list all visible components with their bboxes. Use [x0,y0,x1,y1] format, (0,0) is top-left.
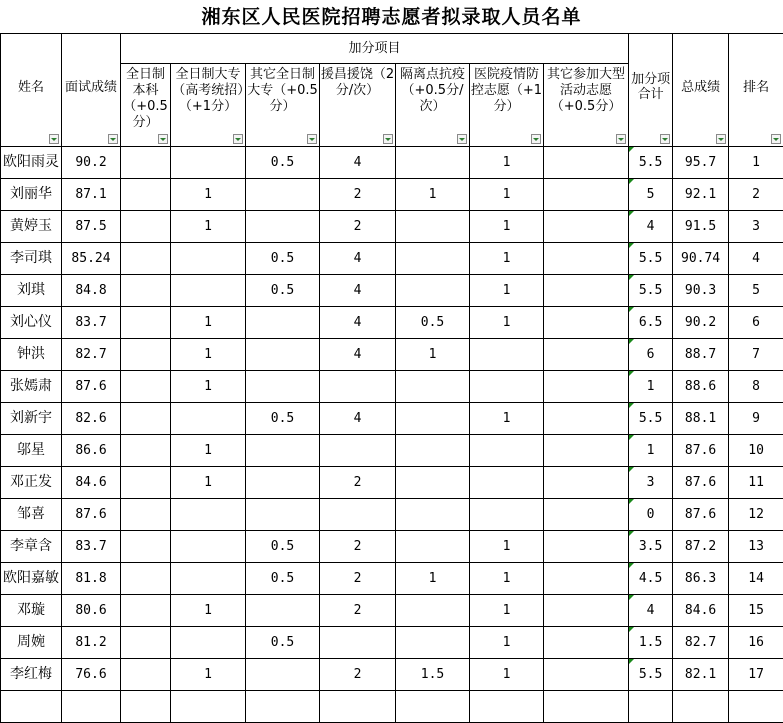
cell-bonus-bachelor[interactable] [121,307,171,339]
cell-bonus-quarantine[interactable] [396,627,470,659]
table-row [1,147,783,179]
cell-bonus-event[interactable] [544,531,629,563]
cell-bonus-total[interactable]: 5.5 [629,403,673,435]
cell-bonus-college[interactable]: 1 [171,467,246,499]
cell-bonus-college[interactable] [171,275,246,307]
header-bonus-total: 加分项合计 [629,34,673,147]
header-bonus-group: 加分项目 [121,34,629,64]
cell-bonus-hospital[interactable] [470,339,544,371]
cell-bonus-aid[interactable]: 2 [320,659,396,691]
cell-bonus-aid[interactable]: 4 [320,307,396,339]
cell-bonus-quarantine[interactable]: 1 [396,339,470,371]
cell-total[interactable]: 88.7 [673,339,729,371]
cell-bonus-total[interactable]: 1 [629,371,673,403]
cell-bonus-aid[interactable] [320,435,396,467]
table-row [1,339,783,371]
table-row [1,563,783,595]
cell-bonus-total[interactable]: 1 [629,435,673,467]
header-hospital-volunteer: 医院疫情防控志愿（+1分） [470,64,544,147]
table-row [1,531,783,563]
cell-rank[interactable]: 17 [729,659,783,691]
empty-cell[interactable] [121,691,171,723]
cell-bonus-total[interactable]: 5.5 [629,147,673,179]
filter-dropdown-icon[interactable] [383,134,393,144]
cell-bonus-bachelor[interactable] [121,211,171,243]
cell-interview[interactable]: 80.6 [62,595,121,627]
cell-rank[interactable]: 10 [729,435,783,467]
cell-bonus-aid[interactable]: 2 [320,595,396,627]
cell-total[interactable]: 86.3 [673,563,729,595]
cell-bonus-total[interactable]: 5.5 [629,275,673,307]
filter-dropdown-icon[interactable] [307,134,317,144]
table-row [1,595,783,627]
cell-bonus-other-college[interactable]: 0.5 [246,403,320,435]
cell-name[interactable]: 黄婷玉 [1,211,62,243]
cell-bonus-other-college[interactable]: 0.5 [246,147,320,179]
filter-dropdown-icon[interactable] [531,134,541,144]
cell-interview[interactable]: 84.6 [62,467,121,499]
cell-bonus-aid[interactable]: 4 [320,403,396,435]
results-table [0,33,783,723]
table-row [1,467,783,499]
cell-bonus-bachelor[interactable] [121,499,171,531]
empty-row [1,691,783,723]
cell-bonus-other-college[interactable] [246,435,320,467]
cell-bonus-other-college[interactable]: 0.5 [246,243,320,275]
cell-bonus-event[interactable] [544,563,629,595]
cell-bonus-event[interactable] [544,371,629,403]
header-fulltime-bachelor: 全日制本科（+0.5分） [121,64,171,147]
cell-rank[interactable]: 4 [729,243,783,275]
empty-cell[interactable] [320,691,396,723]
filter-dropdown-icon[interactable] [49,134,59,144]
cell-bonus-aid[interactable]: 4 [320,275,396,307]
cell-bonus-bachelor[interactable] [121,179,171,211]
cell-total[interactable]: 91.5 [673,211,729,243]
cell-bonus-bachelor[interactable] [121,467,171,499]
cell-name[interactable]: 李红梅 [1,659,62,691]
table-row [1,659,783,691]
cell-rank[interactable]: 11 [729,467,783,499]
cell-interview[interactable]: 87.5 [62,211,121,243]
cell-bonus-event[interactable] [544,595,629,627]
table-row [1,243,783,275]
cell-bonus-aid[interactable]: 2 [320,563,396,595]
filter-dropdown-icon[interactable] [108,134,118,144]
cell-total[interactable]: 87.2 [673,531,729,563]
cell-total[interactable]: 92.1 [673,179,729,211]
cell-bonus-total[interactable]: 3 [629,467,673,499]
cell-bonus-bachelor[interactable] [121,531,171,563]
cell-bonus-other-college[interactable] [246,211,320,243]
table-row [1,499,783,531]
cell-total[interactable]: 82.1 [673,659,729,691]
filter-dropdown-icon[interactable] [716,134,726,144]
cell-bonus-other-college[interactable]: 0.5 [246,627,320,659]
filter-dropdown-icon[interactable] [616,134,626,144]
cell-bonus-hospital[interactable]: 1 [470,147,544,179]
cell-name[interactable]: 刘心仪 [1,307,62,339]
table-row [1,627,783,659]
cell-total[interactable]: 87.6 [673,435,729,467]
header-name: 姓名 [1,34,62,147]
table-row [1,211,783,243]
cell-bonus-other-college[interactable]: 0.5 [246,563,320,595]
empty-cell[interactable] [1,691,62,723]
cell-interview[interactable]: 86.6 [62,435,121,467]
table-row [1,179,783,211]
cell-bonus-other-college[interactable] [246,339,320,371]
cell-name[interactable]: 欧阳雨灵 [1,147,62,179]
filter-dropdown-icon[interactable] [771,134,781,144]
empty-cell[interactable] [246,691,320,723]
cell-bonus-bachelor[interactable] [121,371,171,403]
cell-name[interactable]: 李司琪 [1,243,62,275]
cell-rank[interactable]: 16 [729,627,783,659]
cell-bonus-quarantine[interactable]: 1 [396,179,470,211]
cell-bonus-aid[interactable]: 4 [320,339,396,371]
cell-interview[interactable]: 90.2 [62,147,121,179]
cell-total[interactable]: 88.1 [673,403,729,435]
cell-bonus-total[interactable]: 5 [629,179,673,211]
header-other-college: 其它全日制大专（+0.5分） [246,64,320,147]
cell-interview[interactable]: 84.8 [62,275,121,307]
cell-bonus-aid[interactable]: 4 [320,243,396,275]
cell-rank[interactable]: 3 [729,211,783,243]
cell-bonus-college[interactable]: 1 [171,211,246,243]
cell-bonus-quarantine[interactable]: 1.5 [396,659,470,691]
cell-bonus-quarantine[interactable] [396,435,470,467]
cell-total[interactable]: 90.2 [673,307,729,339]
cell-rank[interactable]: 1 [729,147,783,179]
cell-interview[interactable]: 76.6 [62,659,121,691]
cell-bonus-quarantine[interactable] [396,499,470,531]
cell-bonus-event[interactable] [544,627,629,659]
cell-bonus-quarantine[interactable] [396,595,470,627]
cell-interview[interactable]: 87.6 [62,371,121,403]
cell-bonus-college[interactable]: 1 [171,307,246,339]
cell-bonus-total[interactable]: 5.5 [629,659,673,691]
cell-name[interactable]: 欧阳嘉敏 [1,563,62,595]
cell-bonus-hospital[interactable]: 1 [470,307,544,339]
cell-bonus-hospital[interactable]: 1 [470,563,544,595]
filter-dropdown-icon[interactable] [233,134,243,144]
cell-bonus-aid[interactable] [320,627,396,659]
cell-bonus-college[interactable] [171,531,246,563]
cell-bonus-other-college[interactable] [246,307,320,339]
table-row [1,307,783,339]
cell-bonus-hospital[interactable]: 1 [470,243,544,275]
cell-interview[interactable]: 87.1 [62,179,121,211]
filter-dropdown-icon[interactable] [660,134,670,144]
cell-total[interactable]: 82.7 [673,627,729,659]
table-row [1,371,783,403]
cell-bonus-hospital[interactable]: 1 [470,275,544,307]
cell-name[interactable]: 钟洪 [1,339,62,371]
cell-bonus-total[interactable]: 0 [629,499,673,531]
cell-bonus-hospital[interactable] [470,467,544,499]
cell-bonus-hospital[interactable] [470,499,544,531]
cell-bonus-bachelor[interactable] [121,147,171,179]
cell-bonus-college[interactable]: 1 [171,179,246,211]
cell-bonus-other-college[interactable] [246,499,320,531]
filter-dropdown-icon[interactable] [457,134,467,144]
cell-name[interactable]: 周婉 [1,627,62,659]
cell-rank[interactable]: 5 [729,275,783,307]
cell-bonus-bachelor[interactable] [121,403,171,435]
cell-bonus-total[interactable]: 6 [629,339,673,371]
cell-rank[interactable]: 14 [729,563,783,595]
cell-bonus-quarantine[interactable] [396,147,470,179]
cell-bonus-total[interactable]: 6.5 [629,307,673,339]
empty-cell[interactable] [396,691,470,723]
cell-bonus-quarantine[interactable] [396,403,470,435]
cell-total[interactable]: 87.6 [673,499,729,531]
cell-bonus-quarantine[interactable]: 0.5 [396,307,470,339]
cell-bonus-college[interactable]: 1 [171,435,246,467]
cell-bonus-event[interactable] [544,659,629,691]
cell-rank[interactable]: 2 [729,179,783,211]
cell-bonus-aid[interactable]: 2 [320,211,396,243]
cell-bonus-quarantine[interactable] [396,243,470,275]
cell-bonus-total[interactable]: 3.5 [629,531,673,563]
cell-bonus-quarantine[interactable] [396,467,470,499]
cell-bonus-bachelor[interactable] [121,243,171,275]
cell-bonus-hospital[interactable] [470,435,544,467]
cell-bonus-event[interactable] [544,307,629,339]
cell-bonus-other-college[interactable]: 0.5 [246,531,320,563]
cell-bonus-quarantine[interactable] [396,211,470,243]
cell-rank[interactable]: 12 [729,499,783,531]
table-row [1,403,783,435]
cell-bonus-event[interactable] [544,435,629,467]
cell-bonus-hospital[interactable]: 1 [470,211,544,243]
header-quarantine: 隔离点抗疫（+0.5分/次） [396,64,470,147]
empty-cell[interactable] [171,691,246,723]
cell-bonus-college[interactable] [171,403,246,435]
cell-name[interactable]: 刘丽华 [1,179,62,211]
sheet-title: 湘东区人民医院招聘志愿者拟录取人员名单 [0,0,783,33]
cell-interview[interactable]: 82.6 [62,403,121,435]
cell-bonus-hospital[interactable]: 1 [470,403,544,435]
cell-bonus-bachelor[interactable] [121,435,171,467]
empty-cell[interactable] [544,691,629,723]
filter-dropdown-icon[interactable] [158,134,168,144]
cell-bonus-hospital[interactable] [470,371,544,403]
header-fulltime-college: 全日制大专（高考统招）（+1分） [171,64,246,147]
cell-name[interactable]: 邓璇 [1,595,62,627]
cell-name[interactable]: 邓正发 [1,467,62,499]
cell-bonus-hospital[interactable]: 1 [470,627,544,659]
cell-bonus-quarantine[interactable]: 1 [396,563,470,595]
cell-bonus-event[interactable] [544,339,629,371]
cell-bonus-other-college[interactable] [246,467,320,499]
cell-bonus-aid[interactable] [320,499,396,531]
cell-bonus-event[interactable] [544,403,629,435]
cell-total[interactable]: 84.6 [673,595,729,627]
cell-rank[interactable]: 7 [729,339,783,371]
table-body [1,147,783,723]
cell-bonus-bachelor[interactable] [121,627,171,659]
header-total: 总成绩 [673,34,729,147]
cell-bonus-hospital[interactable]: 1 [470,179,544,211]
cell-bonus-other-college[interactable] [246,595,320,627]
cell-bonus-quarantine[interactable] [396,275,470,307]
cell-rank[interactable]: 9 [729,403,783,435]
cell-total[interactable]: 90.3 [673,275,729,307]
cell-bonus-college[interactable]: 1 [171,339,246,371]
cell-bonus-hospital[interactable]: 1 [470,531,544,563]
cell-interview[interactable]: 83.7 [62,531,121,563]
cell-bonus-event[interactable] [544,179,629,211]
table-header [1,34,783,147]
cell-name[interactable]: 李章含 [1,531,62,563]
cell-bonus-aid[interactable] [320,371,396,403]
cell-name[interactable]: 邬星 [1,435,62,467]
cell-bonus-total[interactable]: 4 [629,595,673,627]
cell-rank[interactable]: 15 [729,595,783,627]
cell-interview[interactable]: 81.2 [62,627,121,659]
empty-cell[interactable] [673,691,729,723]
header-aid-support: 援昌援饶（2分/次） [320,64,396,147]
cell-bonus-quarantine[interactable] [396,371,470,403]
cell-bonus-college[interactable]: 1 [171,659,246,691]
cell-bonus-event[interactable] [544,211,629,243]
cell-rank[interactable]: 13 [729,531,783,563]
cell-bonus-aid[interactable]: 2 [320,179,396,211]
cell-bonus-aid[interactable]: 2 [320,467,396,499]
cell-bonus-other-college[interactable] [246,179,320,211]
cell-interview[interactable]: 82.7 [62,339,121,371]
cell-bonus-event[interactable] [544,499,629,531]
cell-bonus-bachelor[interactable] [121,275,171,307]
empty-cell[interactable] [629,691,673,723]
cell-name[interactable]: 刘新宇 [1,403,62,435]
cell-bonus-event[interactable] [544,275,629,307]
cell-bonus-college[interactable] [171,147,246,179]
cell-bonus-college[interactable] [171,243,246,275]
cell-bonus-hospital[interactable]: 1 [470,595,544,627]
cell-bonus-bachelor[interactable] [121,595,171,627]
empty-cell[interactable] [62,691,121,723]
cell-name[interactable]: 邹喜 [1,499,62,531]
cell-bonus-bachelor[interactable] [121,339,171,371]
table-row [1,435,783,467]
cell-bonus-event[interactable] [544,147,629,179]
cell-bonus-other-college[interactable] [246,659,320,691]
header-event-volunteer: 其它参加大型活动志愿（+0.5分） [544,64,629,147]
cell-bonus-event[interactable] [544,467,629,499]
cell-total[interactable]: 95.7 [673,147,729,179]
cell-bonus-college[interactable] [171,499,246,531]
cell-bonus-aid[interactable]: 2 [320,531,396,563]
cell-bonus-aid[interactable]: 4 [320,147,396,179]
table-row [1,275,783,307]
cell-interview[interactable]: 85.24 [62,243,121,275]
cell-bonus-total[interactable]: 5.5 [629,243,673,275]
cell-bonus-other-college[interactable] [246,371,320,403]
cell-interview[interactable]: 83.7 [62,307,121,339]
header-interview: 面试成绩 [62,34,121,147]
cell-bonus-total[interactable]: 4.5 [629,563,673,595]
cell-total[interactable]: 87.6 [673,467,729,499]
cell-name[interactable]: 刘琪 [1,275,62,307]
cell-bonus-college[interactable]: 1 [171,595,246,627]
empty-cell[interactable] [470,691,544,723]
cell-name[interactable]: 张嫣肃 [1,371,62,403]
cell-total[interactable]: 90.74 [673,243,729,275]
cell-bonus-total[interactable]: 4 [629,211,673,243]
header-rank: 排名 [729,34,783,147]
cell-interview[interactable]: 81.8 [62,563,121,595]
cell-bonus-event[interactable] [544,243,629,275]
cell-rank[interactable]: 8 [729,371,783,403]
cell-bonus-hospital[interactable]: 1 [470,659,544,691]
empty-cell[interactable] [729,691,783,723]
cell-interview[interactable]: 87.6 [62,499,121,531]
cell-bonus-total[interactable]: 1.5 [629,627,673,659]
cell-bonus-college[interactable] [171,563,246,595]
cell-bonus-quarantine[interactable] [396,531,470,563]
cell-bonus-bachelor[interactable] [121,659,171,691]
cell-total[interactable]: 88.6 [673,371,729,403]
cell-rank[interactable]: 6 [729,307,783,339]
cell-bonus-college[interactable]: 1 [171,371,246,403]
cell-bonus-college[interactable] [171,627,246,659]
cell-bonus-other-college[interactable]: 0.5 [246,275,320,307]
cell-bonus-bachelor[interactable] [121,563,171,595]
